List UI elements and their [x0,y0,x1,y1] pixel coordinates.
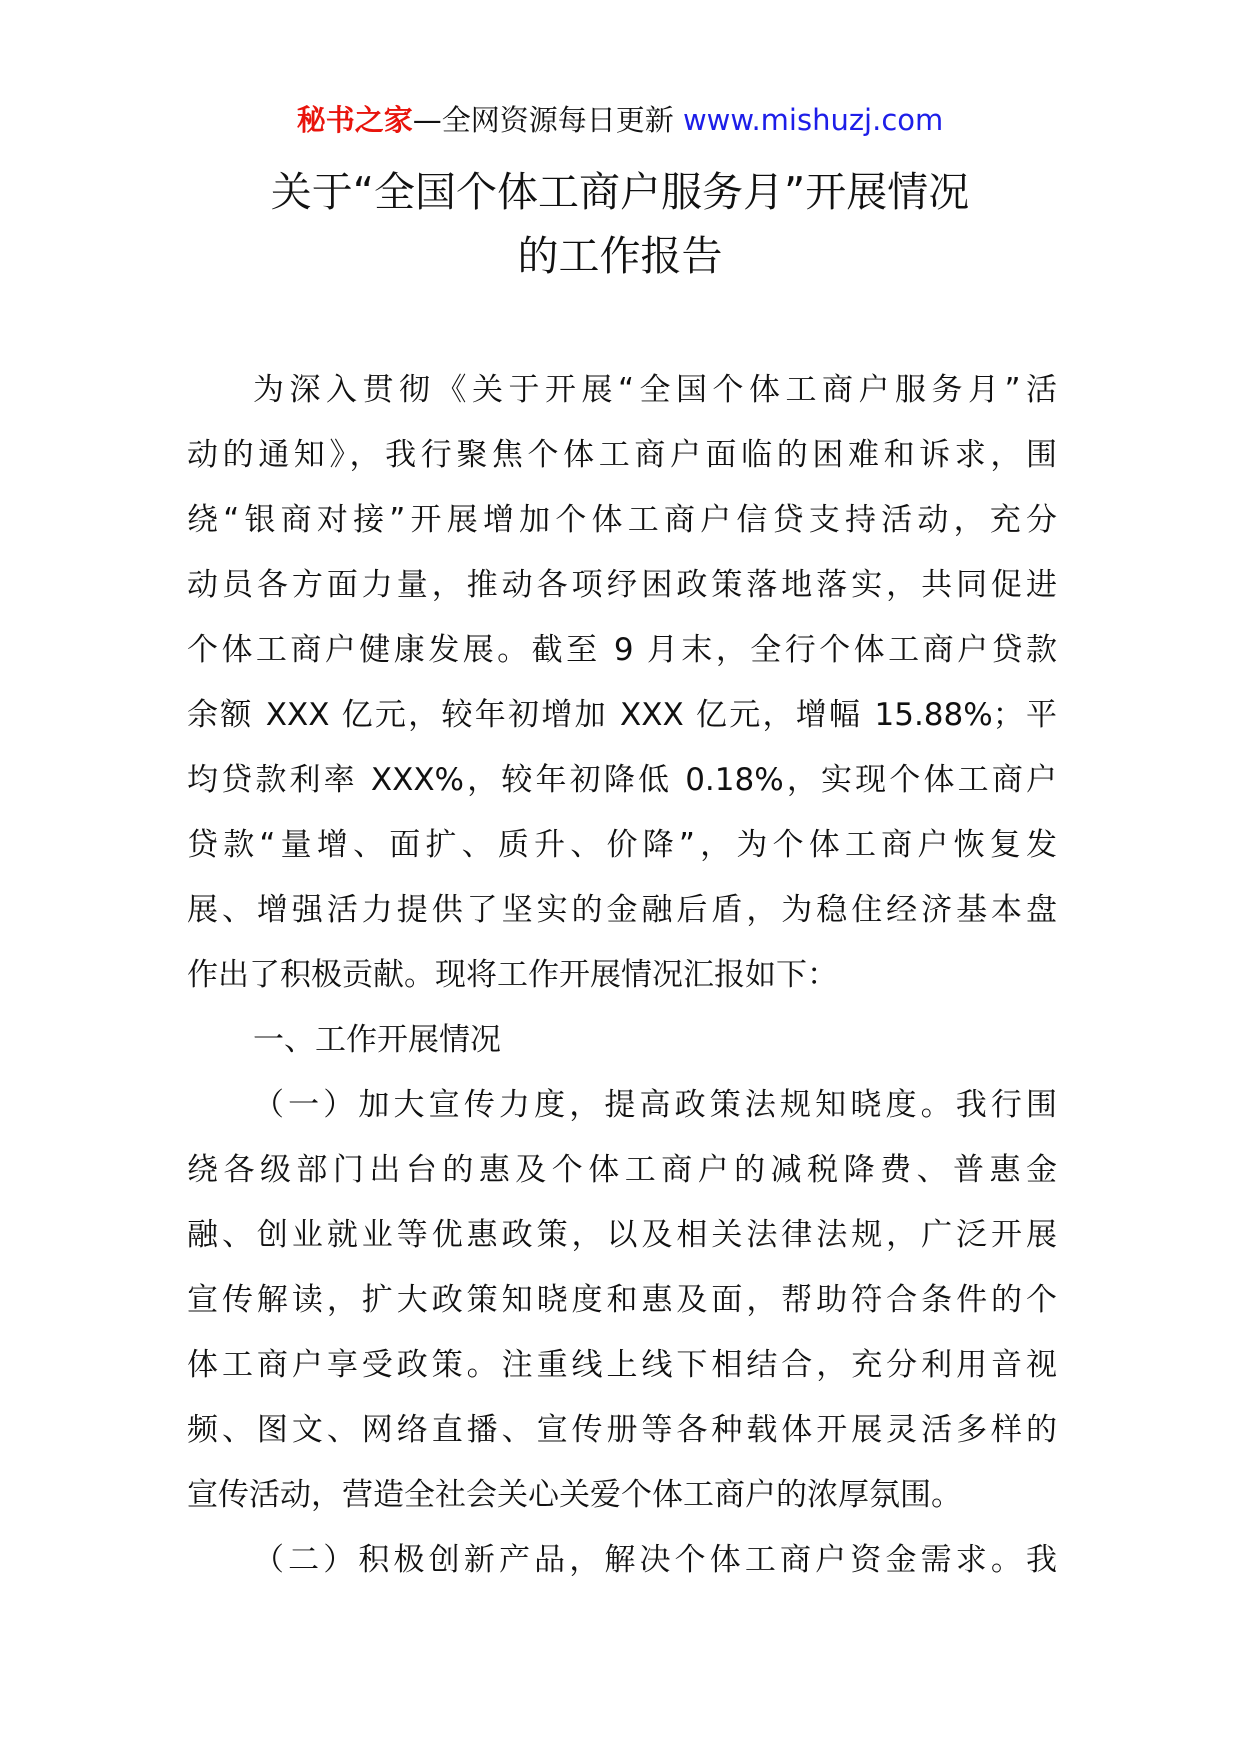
document-title [0,160,1240,288]
paragraph-line: 余额 XXX 亿元，较年初增加 XXX 亿元，增幅 15.88%；平 [187,697,1057,733]
paragraph-line: 展、增强活力提供了坚实的金融后盾，为稳住经济基本盘 [187,892,1057,928]
paragraph-line: 绕各级部门出台的惠及个体工商户的减税降费、普惠金 [187,1152,1057,1188]
header-url[interactable]: www.mishuzj.com [682,103,944,137]
paragraph-line: 融、创业就业等优惠政策，以及相关法律法规，广泛开展 [187,1217,1057,1253]
paragraph-line: 贷款“量增、面扩、质升、价降”，为个体工商户恢复发 [187,827,1057,863]
paragraph-line: 宣传活动，营造全社会关心关爱个体工商户的浓厚氛围。 [187,1477,962,1513]
title-line: 的工作报告 [517,232,723,280]
title-line: 关于“全国个体工商户服务月”开展情况 [270,168,970,216]
paragraph-line: 作出了积极贡献。现将工作开展情况汇报如下： [187,957,838,993]
header-tagline: —全网资源每日更新 [412,103,683,137]
paragraph-line: 个体工商户健康发展。截至 9 月末，全行个体工商户贷款 [187,632,1057,668]
paragraph-line: 宣传解读，扩大政策知晓度和惠及面，帮助符合条件的个 [187,1282,1057,1318]
site-header [0,100,1240,140]
section-heading: 一、工作开展情况 [253,1022,501,1058]
paragraph-line: 体工商户享受政策。注重线上线下相结合，充分利用音视 [187,1347,1057,1383]
paragraph-line: （二）积极创新产品，解决个体工商户资金需求。我 [253,1542,1057,1578]
paragraph-line: 为深入贯彻《关于开展“全国个体工商户服务月”活 [253,372,1057,408]
paragraph-line: 均贷款利率 XXX%，较年初降低 0.18%，实现个体工商户 [187,762,1057,798]
brand-name: 秘书之家 [296,103,413,137]
paragraph-line: 动的通知》，我行聚焦个体工商户面临的困难和诉求，围 [187,437,1057,473]
document-body [187,358,1057,1593]
paragraph-line: 频、图文、网络直播、宣传册等各种载体开展灵活多样的 [187,1412,1057,1448]
paragraph-line: 绕“银商对接”开展增加个体工商户信贷支持活动，充分 [187,502,1057,538]
paragraph-line: 动员各方面力量，推动各项纾困政策落地落实，共同促进 [187,567,1057,603]
paragraph-line: （一）加大宣传力度，提高政策法规知晓度。我行围 [253,1087,1057,1123]
